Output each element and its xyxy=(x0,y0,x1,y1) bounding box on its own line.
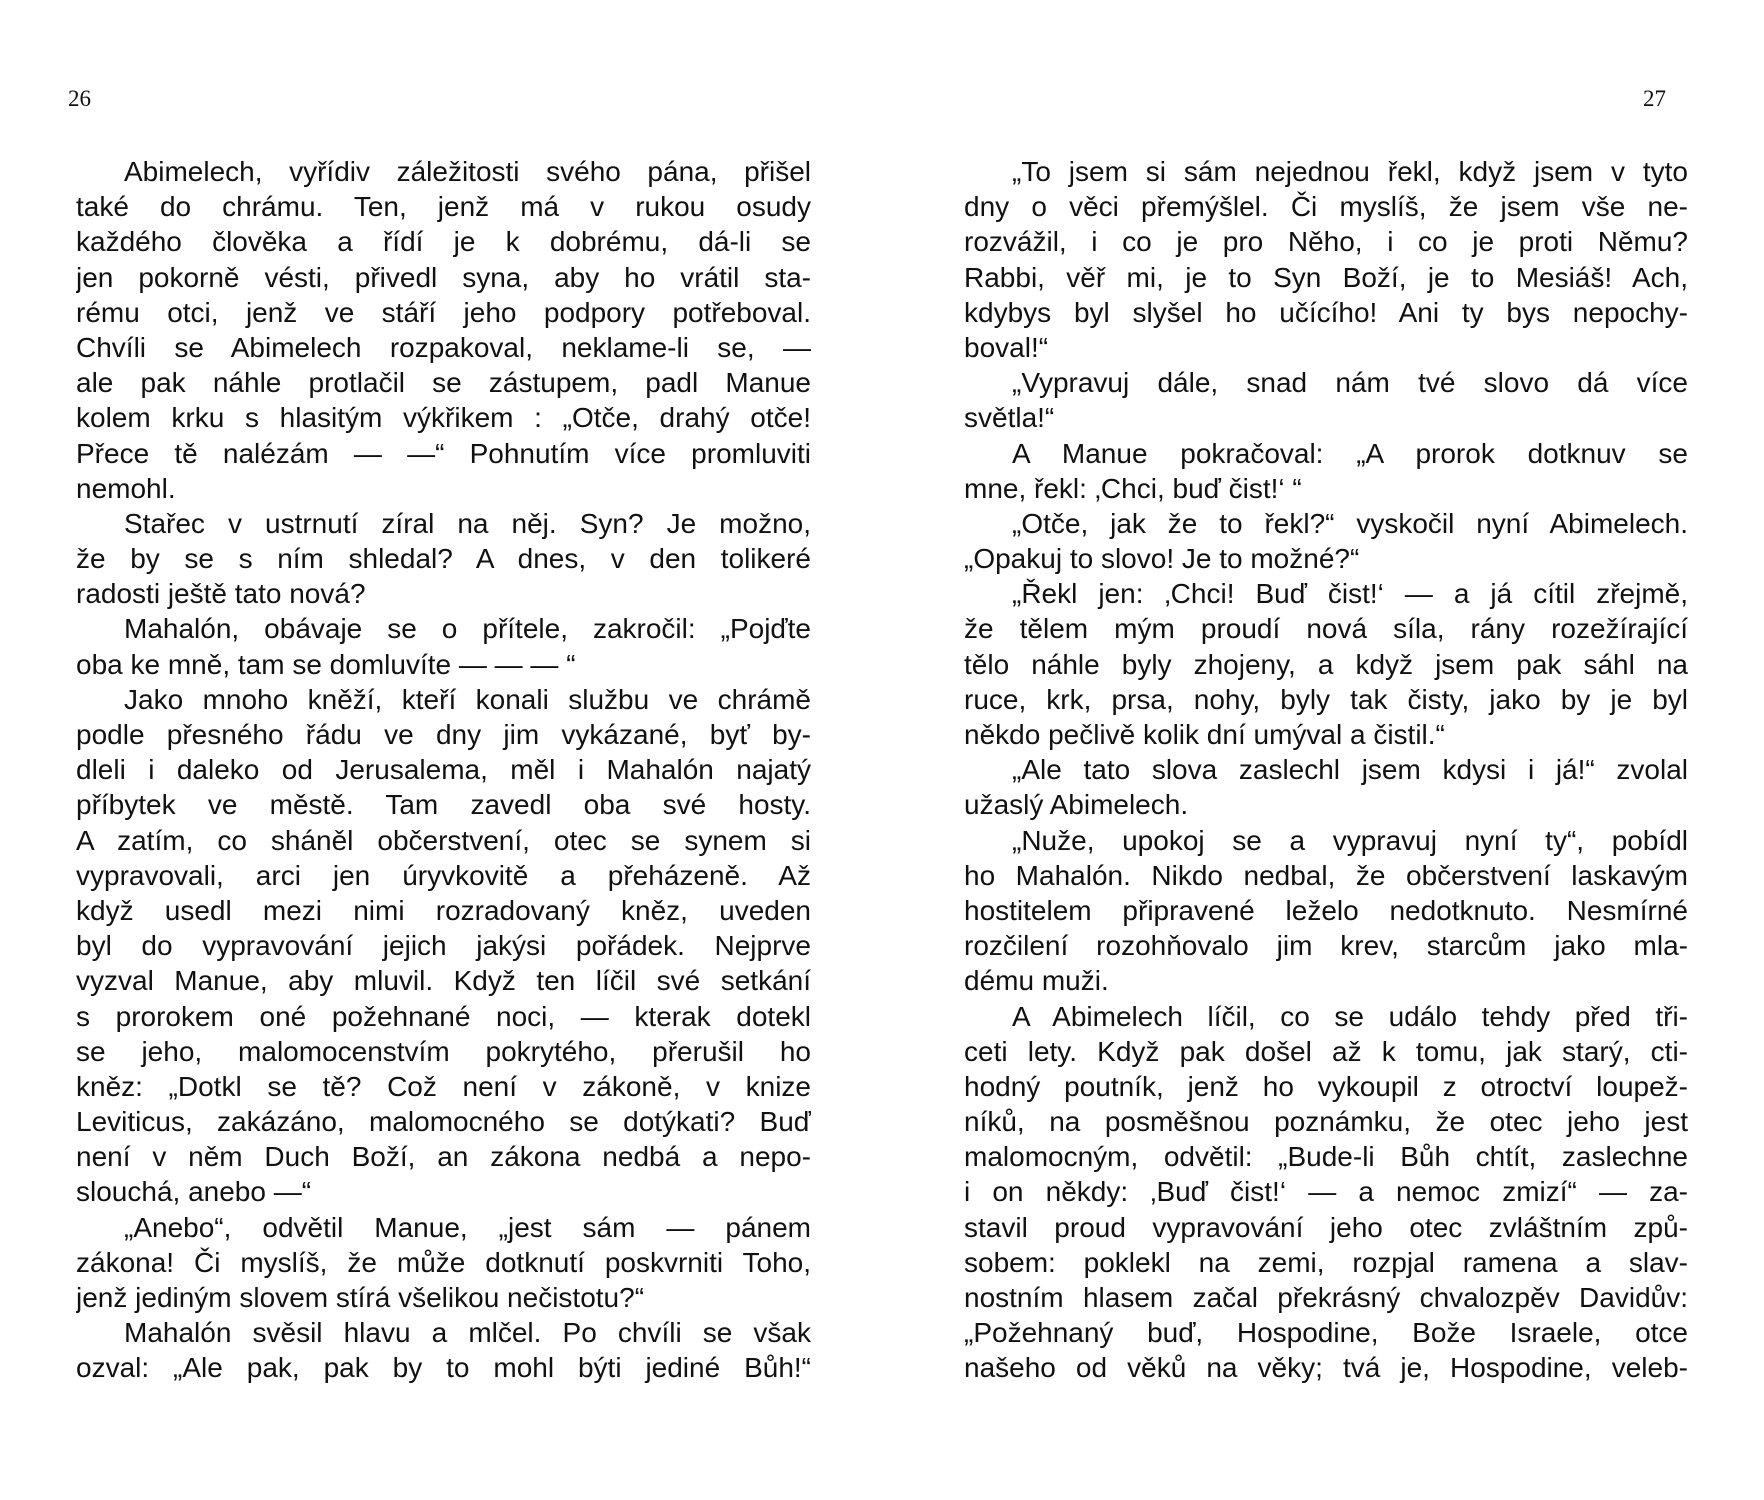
left-page-text xyxy=(76,154,811,1386)
text-line: někdo pečlivě kolik dní umýval a čistil.“ xyxy=(964,719,1445,750)
text-line: kolem krku s hlasitým výkřikem : „Otče, drahý otče! xyxy=(76,402,811,434)
text-line: rozvážil, i co je pro Něho, i co je proti Němu? xyxy=(964,226,1688,258)
right-page-text xyxy=(964,154,1688,1386)
text-line: jen pokorně vésti, přivedl syna, aby ho vrátil sta- xyxy=(76,261,811,293)
text-line: Rabbi, věř mi, je to Syn Boží, je to Mesiáš! Ach, xyxy=(964,261,1688,293)
text-line: není v něm Duch Boží, an zákona nedbá a nepo- xyxy=(76,1141,811,1173)
text-line: ho Mahalón. Nikdo nedbal, že občerstvení laskavým xyxy=(964,859,1688,891)
text-line: byl do vypravování jejich jakýsi pořádek. Nejprve xyxy=(76,930,811,962)
text-line: „Ale tato slova zaslechl jsem kdysi i já!“ zvolal xyxy=(1012,754,1688,786)
text-line: příbytek ve městě. Tam zavedl oba své hosty. xyxy=(76,789,811,821)
text-line: stavil proud vypravování jeho otec zvláštním způ- xyxy=(964,1211,1688,1243)
text-line: „To jsem si sám nejednou řekl, když jsem v tyto xyxy=(1012,156,1688,187)
text-line: hodný poutník, jenž ho vykoupil z otroctví loupež- xyxy=(964,1070,1688,1102)
text-line: „Nuže, upokoj se a vypravuj nyní ty“, pobídl xyxy=(1012,824,1688,856)
text-line: každého člověka a řídí je k dobrému, dá-li se xyxy=(76,226,811,258)
text-line: ruce, krk, prsa, nohy, byly tak čisty, jako by je byl xyxy=(964,683,1688,715)
text-line: Leviticus, zakázáno, malomocného se dotýkati? Buď xyxy=(76,1106,811,1138)
text-line: Abimelech, vyřídiv záležitosti svého pána, přišel xyxy=(124,156,811,187)
text-line: sobem: poklekl na zemi, rozpjal ramena a slav- xyxy=(964,1246,1688,1278)
text-line: „Otče, jak že to řekl?“ vyskočil nyní Abimelech. xyxy=(1012,507,1688,539)
page-number-left: 26 xyxy=(68,86,91,111)
text-line: jenž jediným slovem stírá všelikou nečistotu?“ xyxy=(76,1282,645,1313)
text-line: boval!“ xyxy=(964,331,1049,363)
text-line: také do chrámu. Ten, jenž má v rukou osudy xyxy=(76,191,811,223)
text-line: světla!“ xyxy=(964,402,1055,434)
text-line: rozčilení rozohňovalo jim krev, starcům jako mla- xyxy=(964,930,1688,962)
text-line: našeho od věků na věky; tvá je, Hospodine, veleb- xyxy=(964,1352,1688,1384)
text-line: A Abimelech líčil, co se událo tehdy před tři- xyxy=(1012,1000,1688,1032)
text-line: Mahalón, obávaje se o přítele, zakročil: „Pojďte xyxy=(124,613,811,645)
text-line: užaslý Abimelech. xyxy=(964,789,1189,821)
text-line: ozval: „Ale pak, pak by to mohl býti jediné Bůh!“ xyxy=(76,1352,811,1384)
text-line: se jeho, malomocenstvím pokrytého, přerušil ho xyxy=(76,1035,811,1067)
text-line: „Anebo“, odvětil Manue, „jest sám — pánem xyxy=(124,1211,811,1243)
text-line: nostním hlasem začal překrásný chvalozpěv Davidův: xyxy=(964,1282,1688,1313)
text-line: ale pak náhle protlačil se zástupem, padl Manue xyxy=(76,367,811,399)
text-line: Jako mnoho kněží, kteří konali službu ve chrámě xyxy=(124,683,811,715)
text-line: podle přesného řádu ve dny jim vykázané, byť by- xyxy=(76,719,811,750)
text-line: mne, řekl: ‚Chci, buď čist!‘ “ xyxy=(964,472,1302,504)
text-line: Mahalón svěsil hlavu a mlčel. Po chvíli se však xyxy=(124,1317,811,1349)
text-line: oba ke mně, tam se domluvíte — — — “ xyxy=(76,648,576,680)
text-line: hostitelem připravené leželo nedotknuto. Nesmírné xyxy=(964,894,1688,926)
text-line: radosti ještě tato nová? xyxy=(76,578,366,610)
text-line: Přece tě nalézám — —“ Pohnutím více promluviti xyxy=(76,437,811,469)
text-line: zákona! Či myslíš, že může dotknutí poskvrniti Toho, xyxy=(76,1246,811,1278)
text-line: „Požehnaný buď, Hospodine, Bože Israele, otce xyxy=(964,1317,1688,1349)
text-line: Chvíli se Abimelech rozpakoval, neklame-li se, — xyxy=(76,331,811,363)
text-line: slouchá, anebo —“ xyxy=(76,1176,312,1208)
text-line: „Vypravuj dále, snad nám tvé slovo dá více xyxy=(1012,367,1688,399)
text-line: nemohl. xyxy=(76,472,176,504)
text-line: s prorokem oné požehnané noci, — kterak dotekl xyxy=(76,1000,811,1032)
text-line: Stařec v ustrnutí zíral na něj. Syn? Je možno, xyxy=(124,507,811,539)
text-line: níků, na posměšnou poznámku, že otec jeho jest xyxy=(964,1106,1688,1138)
text-line: „Opakuj to slovo! Je to možné?“ xyxy=(964,543,1360,575)
text-line: ceti lety. Když pak došel až k tomu, jak starý, cti- xyxy=(964,1035,1688,1067)
text-line: tělo náhle byly zhojeny, a když jsem pak sáhl na xyxy=(964,648,1688,680)
text-line: kdybys byl slyšel ho učícího! Ani ty bys nepochy- xyxy=(964,296,1688,328)
text-line: malomocným, odvětil: „Bude-li Bůh chtít, zaslechne xyxy=(964,1141,1688,1173)
text-line: dleli i daleko od Jerusalema, měl i Mahalón najatý xyxy=(76,754,811,786)
text-line: A zatím, co sháněl občerstvení, otec se synem si xyxy=(76,824,811,856)
text-line: rému otci, jenž ve stáří jeho podpory potřeboval. xyxy=(76,296,811,328)
text-line: vypravovali, arci jen úryvkovitě a přeházeně. Až xyxy=(76,859,811,891)
text-line: A Manue pokračoval: „A prorok dotknuv se xyxy=(1012,437,1688,469)
page-number-right: 27 xyxy=(1643,86,1666,111)
right-page xyxy=(882,0,1764,1500)
text-line: vyzval Manue, aby mluvil. Když ten líčil své setkání xyxy=(76,965,811,997)
text-line: dny o věci přemýšlel. Či myslíš, že jsem vše ne- xyxy=(964,191,1688,223)
text-line: kněz: „Dotkl se tě? Což není v zákoně, v knize xyxy=(76,1070,811,1102)
text-line: že tělem mým proudí nová síla, rány rozežírající xyxy=(964,613,1688,645)
text-line: dému muži. xyxy=(964,965,1109,997)
text-line: i on někdy: ‚Buď čist!‘ — a nemoc zmizí“ — za- xyxy=(964,1176,1688,1208)
text-line: „Řekl jen: ‚Chci! Buď čist!‘ — a já cítil zřejmě, xyxy=(1012,578,1688,610)
text-line: že by se s ním shledal? A dnes, v den tolikeré xyxy=(76,543,811,575)
text-line: když usedl mezi nimi rozradovaný kněz, uveden xyxy=(76,894,811,926)
